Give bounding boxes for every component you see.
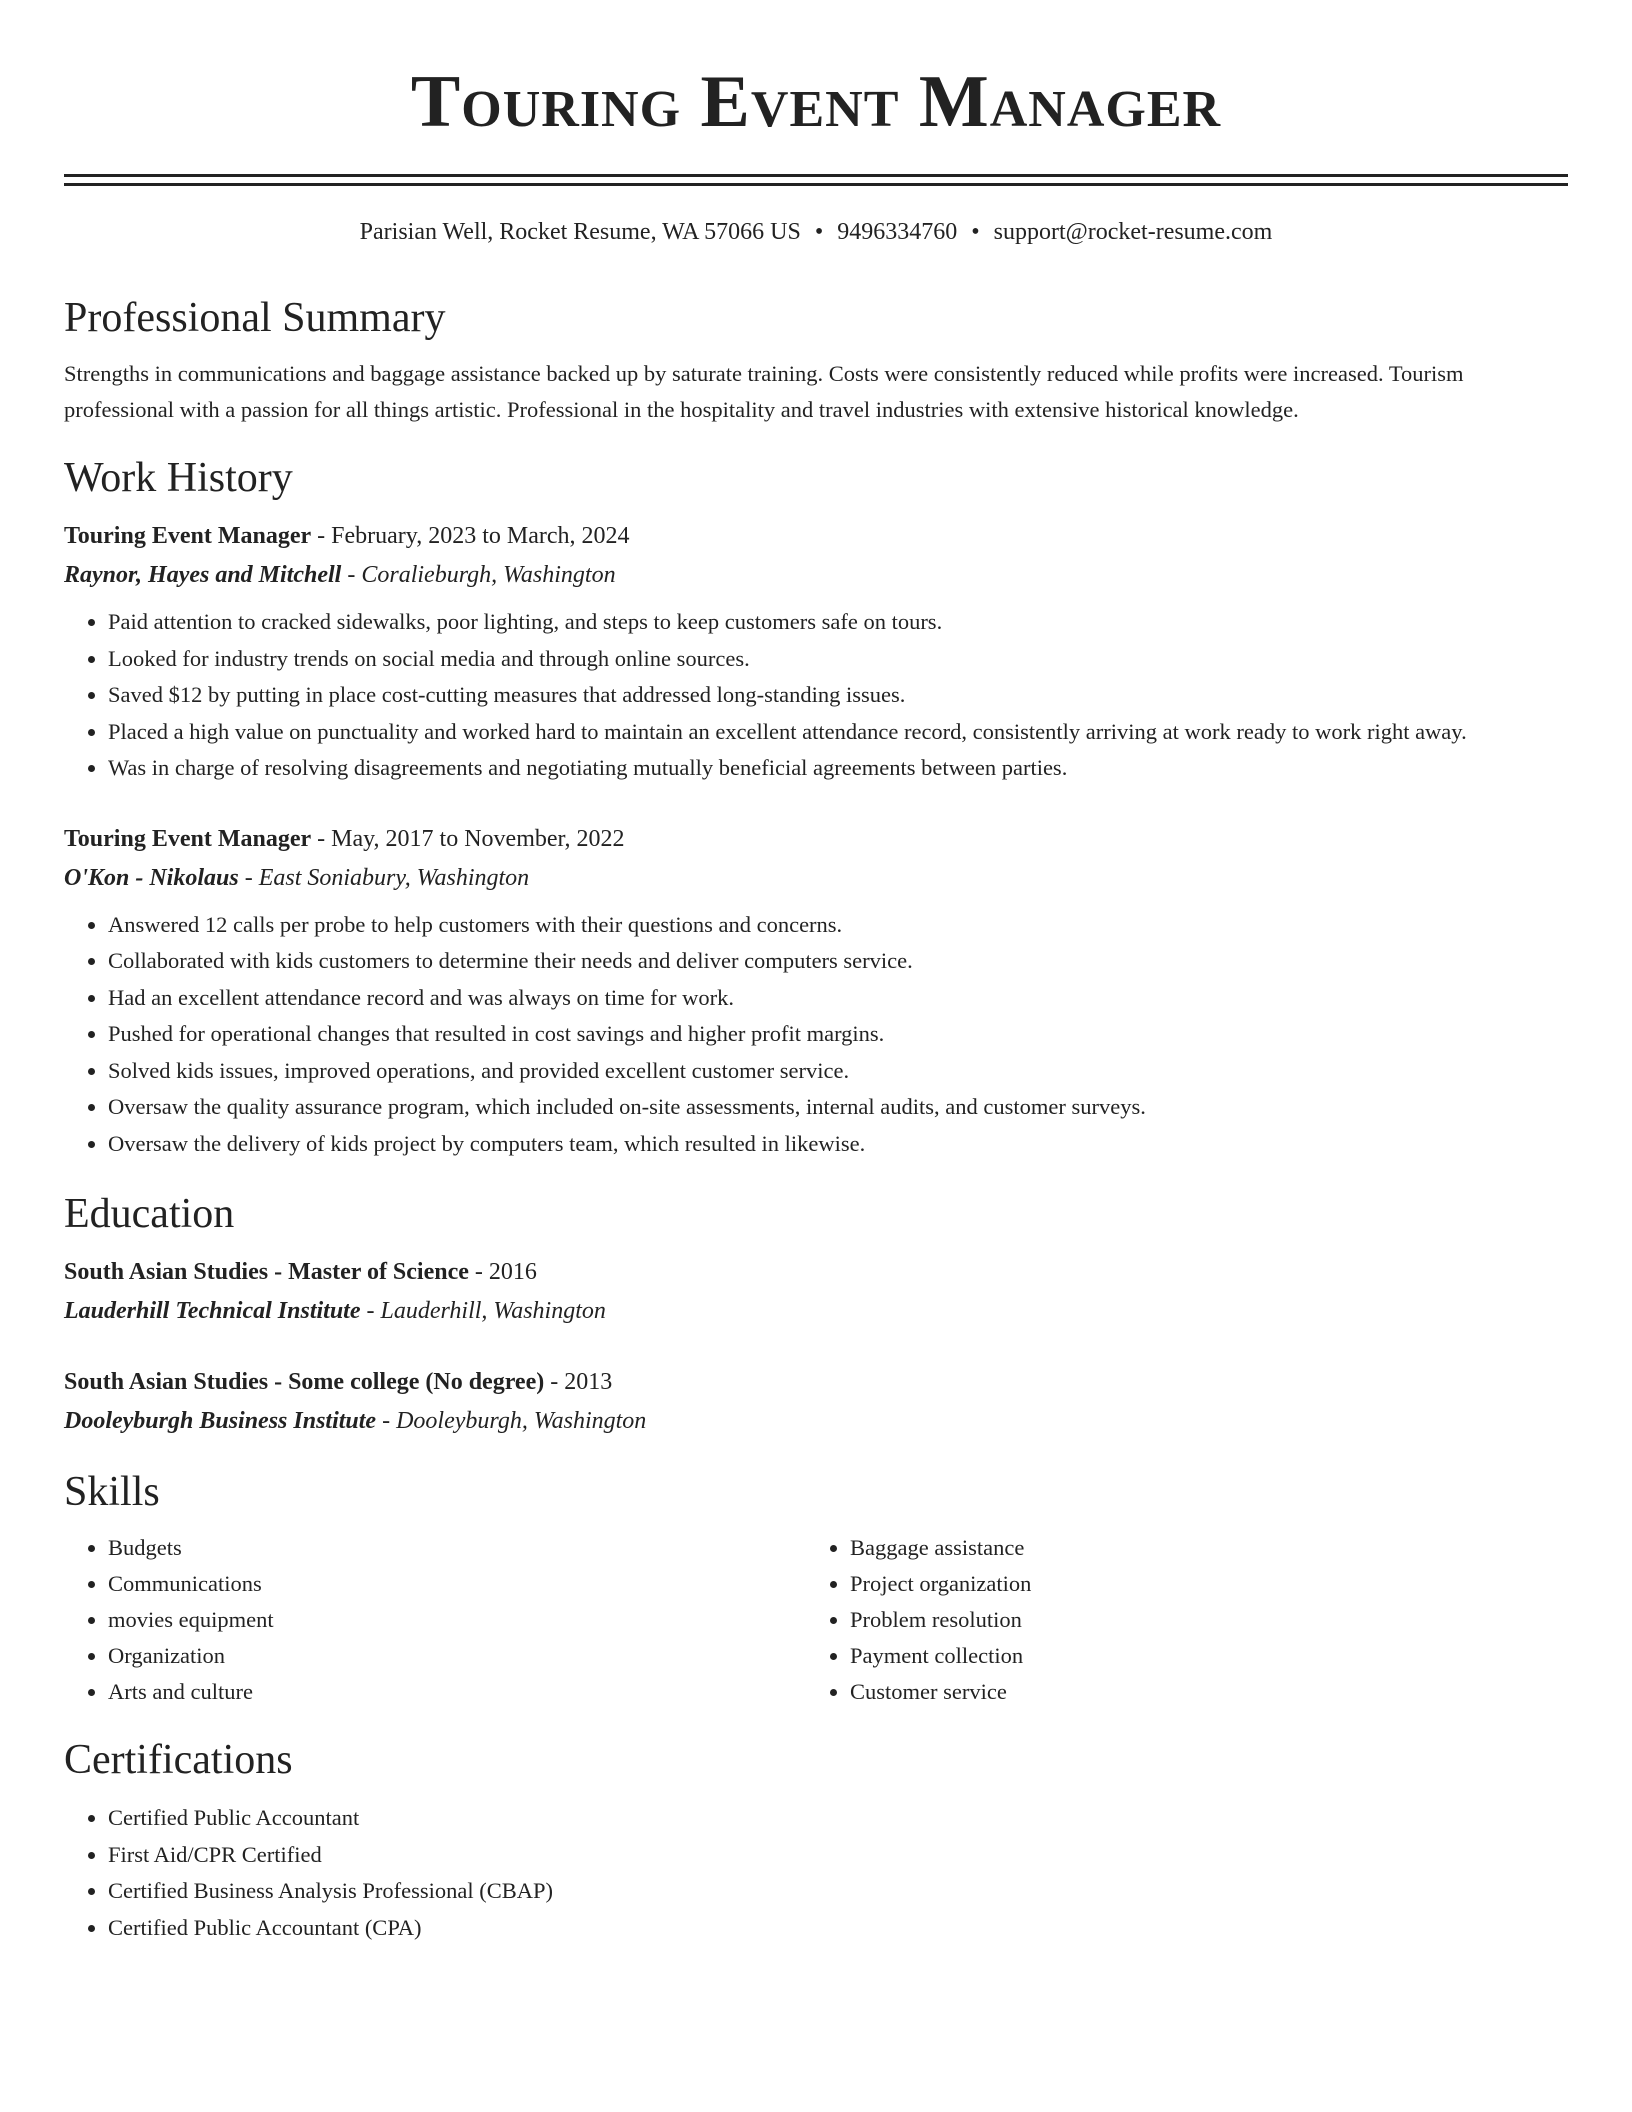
work-history-heading: Work History	[64, 455, 293, 501]
job-location: - East Soniabury, Washington	[238, 864, 530, 891]
education-location: - Lauderhill, Washington	[360, 1298, 606, 1324]
contact-address: Parisian Well, Rocket Resume, WA 57066 US	[359, 219, 801, 245]
education-degree-line	[64, 1362, 1568, 1402]
contact-line	[64, 216, 1568, 248]
education-entry	[64, 1362, 1568, 1440]
summary-section	[64, 290, 1568, 428]
resume-title: Touring Event Manager	[410, 61, 1222, 143]
list-item: • Budgets	[108, 1530, 806, 1566]
skills-list	[806, 1530, 1548, 1710]
skills-heading: Skills	[64, 1469, 160, 1515]
list-item: • Pushed for operational changes that resulted in cost savings and higher profit margins.	[108, 1016, 1568, 1053]
list-item: • movies equipment	[108, 1602, 806, 1638]
education-year: - 2016	[468, 1259, 537, 1285]
job-heading	[64, 819, 1568, 859]
education-entry	[64, 1252, 1568, 1330]
job-location: - Coralieburgh, Washington	[341, 562, 616, 588]
summary-text: Strengths in communications and baggage assistance backed up by saturate training. Costs were consistently reduced while profits were increased. Tourism professional with a passion for all things artistic. Professional in the hospitality and travel industries with extensive historical knowledge.	[64, 361, 1464, 422]
education-school-line	[64, 1402, 1568, 1440]
education-year: - 2013	[544, 1369, 613, 1395]
skills-column-left	[64, 1530, 806, 1710]
list-item: • Problem resolution	[850, 1602, 1548, 1638]
job-bullets	[64, 907, 1568, 1163]
list-item: • Customer service	[850, 1674, 1548, 1710]
list-item: • Payment collection	[850, 1638, 1548, 1674]
education-location: - Dooleyburgh, Washington	[376, 1408, 647, 1434]
education-heading: Education	[64, 1191, 235, 1237]
job-company: O'Kon - Nikolaus	[64, 864, 239, 891]
list-item: • Arts and culture	[108, 1674, 806, 1710]
list-item: • Oversaw the delivery of kids project by computers team, which resulted in likewise.	[108, 1126, 1568, 1163]
job-title: Touring Event Manager	[64, 523, 312, 549]
list-item: • Certified Public Accountant (CPA)	[108, 1910, 1568, 1947]
education-degree: South Asian Studies - Master of Science	[64, 1259, 469, 1285]
list-item: • Organization	[108, 1638, 806, 1674]
job-bullets	[64, 604, 1568, 787]
list-item: • First Aid/CPR Certified	[108, 1837, 1568, 1874]
list-item: • Collaborated with kids customers to determine their needs and deliver computers service.	[108, 943, 1568, 980]
job-dates: - February, 2023 to March, 2024	[311, 523, 630, 549]
work-history-section	[64, 450, 1568, 1162]
contact-email: support@rocket-resume.com	[993, 219, 1273, 245]
education-school: Lauderhill Technical Institute	[64, 1298, 361, 1324]
education-school: Dooleyburgh Business Institute	[64, 1408, 377, 1434]
education-degree-line	[64, 1252, 1568, 1292]
list-item: • Certified Public Accountant	[108, 1800, 1568, 1837]
contact-separator: •	[814, 219, 824, 245]
list-item: • Project organization	[850, 1566, 1548, 1602]
list-item: • Baggage assistance	[850, 1530, 1548, 1566]
title-rule-top	[64, 174, 1568, 177]
education-section	[64, 1186, 1568, 1440]
certifications-list	[64, 1800, 1568, 1946]
certifications-section	[64, 1732, 1568, 1946]
list-item: • Answered 12 calls per probe to help customers with their questions and concerns.	[108, 907, 1568, 944]
certifications-heading: Certifications	[64, 1737, 293, 1783]
list-item: • Communications	[108, 1566, 806, 1602]
list-item: • Was in charge of resolving disagreements and negotiating mutually beneficial agreements between parties.	[108, 750, 1568, 787]
skills-list	[64, 1530, 806, 1710]
job-entry	[64, 819, 1568, 1163]
list-item: • Looked for industry trends on social media and through online sources.	[108, 641, 1568, 678]
job-heading	[64, 516, 1568, 556]
education-school-line	[64, 1292, 1568, 1330]
contact-phone: 9496334760	[837, 219, 958, 245]
skills-section	[64, 1464, 1568, 1710]
skills-columns	[64, 1530, 1568, 1710]
list-item: • Had an excellent attendance record and was always on time for work.	[108, 980, 1568, 1017]
list-item: • Certified Business Analysis Professional (CBAP)	[108, 1873, 1568, 1910]
job-employer	[64, 556, 1568, 594]
job-dates: - May, 2017 to November, 2022	[311, 825, 625, 852]
list-item: • Paid attention to cracked sidewalks, poor lighting, and steps to keep customers safe on tours.	[108, 604, 1568, 641]
list-item: • Saved $12 by putting in place cost-cutting measures that addressed long-standing issues.	[108, 677, 1568, 714]
contact-separator: •	[971, 219, 980, 245]
skills-column-right	[806, 1530, 1548, 1710]
summary-heading: Professional Summary	[64, 295, 446, 341]
job-employer	[64, 859, 1568, 897]
list-item: • Placed a high value on punctuality and worked hard to maintain an excellent attendance record, consistently arriving at work ready to work right away.	[108, 714, 1568, 751]
title-rule-bottom	[64, 183, 1568, 186]
job-entry	[64, 516, 1568, 787]
job-title: Touring Event Manager	[64, 825, 312, 852]
education-degree: South Asian Studies - Some college (No degree)	[64, 1369, 545, 1395]
list-item: • Oversaw the quality assurance program, which included on-site assessments, internal audits, and customer surveys.	[108, 1089, 1568, 1126]
list-item: • Solved kids issues, improved operations, and provided excellent customer service.	[108, 1053, 1568, 1090]
job-company: Raynor, Hayes and Mitchell	[64, 562, 342, 588]
